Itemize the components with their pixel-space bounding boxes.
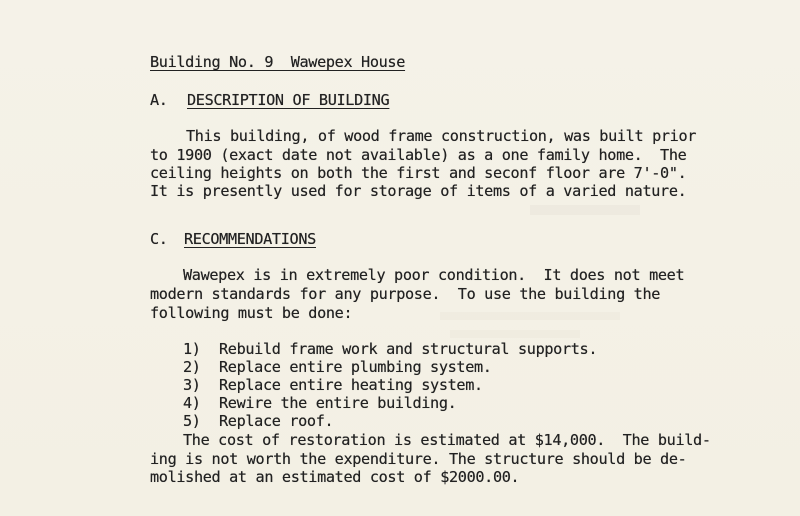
- section-c-heading: RECOMMENDATIONS: [184, 230, 316, 248]
- closing-line: The cost of restoration is estimated at $14,000. The build-: [183, 431, 711, 449]
- section-a-heading: DESCRIPTION OF BUILDING: [187, 91, 390, 109]
- list-item-number: 2): [183, 358, 201, 376]
- list-item-text: Rebuild frame work and structural supports.: [219, 340, 598, 358]
- closing-line: ing is not worth the expenditure. The structure should be de-: [150, 450, 687, 468]
- list-item-number: 5): [183, 412, 201, 430]
- section-c-intro-line: Wawepex is in extremely poor condition. It does not meet: [183, 266, 685, 284]
- list-item-text: Rewire the entire building.: [219, 394, 457, 412]
- section-c-marker: C.: [150, 230, 168, 248]
- section-a-line: It is presently used for storage of items of a varied nature.: [150, 182, 687, 200]
- list-item-text: Replace entire heating system.: [219, 376, 483, 394]
- show-through-mark: [530, 205, 640, 215]
- section-c-intro-line: modern standards for any purpose. To use the building the: [150, 285, 661, 303]
- section-a-line: This building, of wood frame construction, was built prior: [186, 127, 697, 145]
- show-through-mark: [450, 330, 580, 338]
- section-a-marker: A.: [150, 91, 168, 109]
- show-through-mark: [440, 312, 620, 320]
- list-item-text: Replace roof.: [219, 412, 334, 430]
- section-a-line: ceiling heights on both the first and seconf floor are 7'-0".: [150, 164, 687, 182]
- section-c-intro-line: following must be done:: [150, 304, 353, 322]
- page-title: Building No. 9 Wawepex House: [150, 53, 406, 71]
- closing-line: molished at an estimated cost of $2000.00.: [150, 468, 520, 486]
- list-item-number: 1): [183, 340, 201, 358]
- list-item-number: 3): [183, 376, 201, 394]
- list-item-text: Replace entire plumbing system.: [219, 358, 492, 376]
- list-item-number: 4): [183, 394, 201, 412]
- section-a-line: to 1900 (exact date not available) as a one family home. The: [150, 146, 687, 164]
